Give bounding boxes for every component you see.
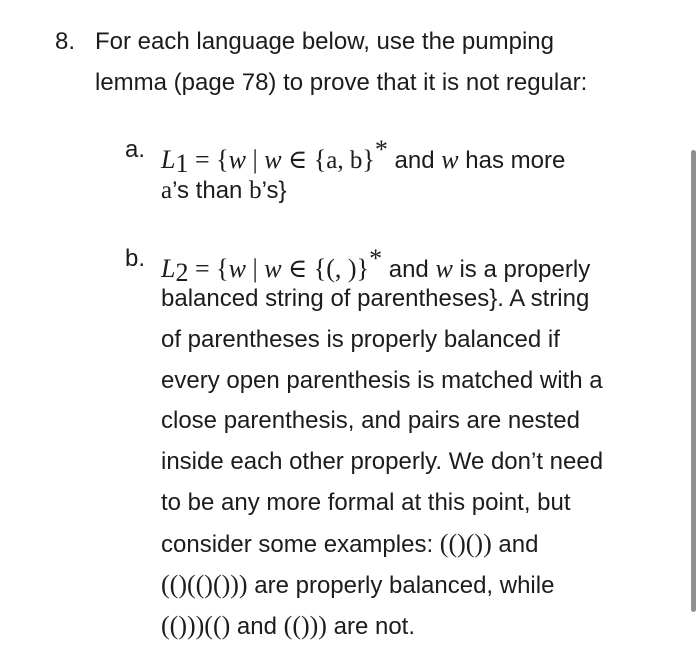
symbol-b: b	[249, 177, 262, 204]
math-w: w	[264, 254, 282, 283]
part-a-label: a.	[125, 136, 146, 163]
example-balanced-2: (()(()()))	[161, 570, 248, 599]
math-sub: 1	[175, 149, 189, 178]
text: and	[491, 531, 539, 558]
math-w: w	[441, 145, 459, 174]
alphabet: a, b	[326, 147, 363, 174]
example-unbalanced-2: (()))	[283, 611, 327, 640]
text: is a properly	[452, 256, 591, 283]
part-a-line-2	[161, 176, 286, 206]
text: and	[382, 256, 436, 283]
kleene-star: *	[374, 135, 388, 164]
symbol-a: a	[161, 177, 173, 204]
part-b-label: b.	[125, 245, 146, 272]
part-b-line: of parentheses is properly balanced if	[161, 326, 560, 353]
math-w: w	[264, 145, 282, 174]
text: and	[230, 613, 284, 640]
text: and	[387, 147, 442, 174]
text: are not.	[326, 613, 416, 640]
problem-number: 8.	[55, 28, 76, 55]
example-balanced-1: (()())	[439, 529, 492, 558]
intro-line-2: lemma (page 78) to prove that it is not regular:	[95, 69, 588, 96]
math: ∈ {(, )}	[281, 254, 370, 283]
math: |	[245, 145, 265, 174]
text: ’s}	[261, 177, 287, 204]
math: = {	[188, 254, 229, 283]
math-L: L	[161, 145, 176, 174]
intro-line-1: For each language below, use the pumping	[95, 28, 554, 55]
math-w: w	[435, 254, 453, 283]
part-b-line: balanced string of parentheses}. A string	[161, 285, 590, 312]
examples-line-2	[161, 570, 554, 601]
math: = {	[188, 145, 229, 174]
examples-line-3	[161, 611, 415, 642]
math: ∈ {	[281, 145, 327, 174]
text: ’s than	[172, 177, 250, 204]
math: }	[362, 145, 375, 174]
part-b-definition	[161, 244, 590, 288]
kleene-star: *	[369, 244, 383, 273]
part-b-line: every open parenthesis is matched with a	[161, 367, 603, 394]
part-b-line: close parenthesis, and pairs are nested	[161, 407, 580, 434]
math-w: w	[228, 254, 246, 283]
text: consider some examples:	[161, 531, 440, 558]
math-L: L	[161, 254, 176, 283]
part-a-definition	[161, 135, 565, 179]
part-b-line: inside each other properly. We don’t need	[161, 448, 604, 475]
math-sub: 2	[175, 258, 189, 287]
example-unbalanced-1: (()))(()	[161, 611, 231, 640]
part-b-line: to be any more formal at this point, but	[161, 489, 571, 516]
text: has more	[458, 147, 566, 174]
scrollbar[interactable]	[691, 150, 696, 612]
examples-line-1	[161, 529, 538, 560]
math-w: w	[228, 145, 246, 174]
math: |	[245, 254, 265, 283]
text: are properly balanced, while	[247, 572, 555, 599]
